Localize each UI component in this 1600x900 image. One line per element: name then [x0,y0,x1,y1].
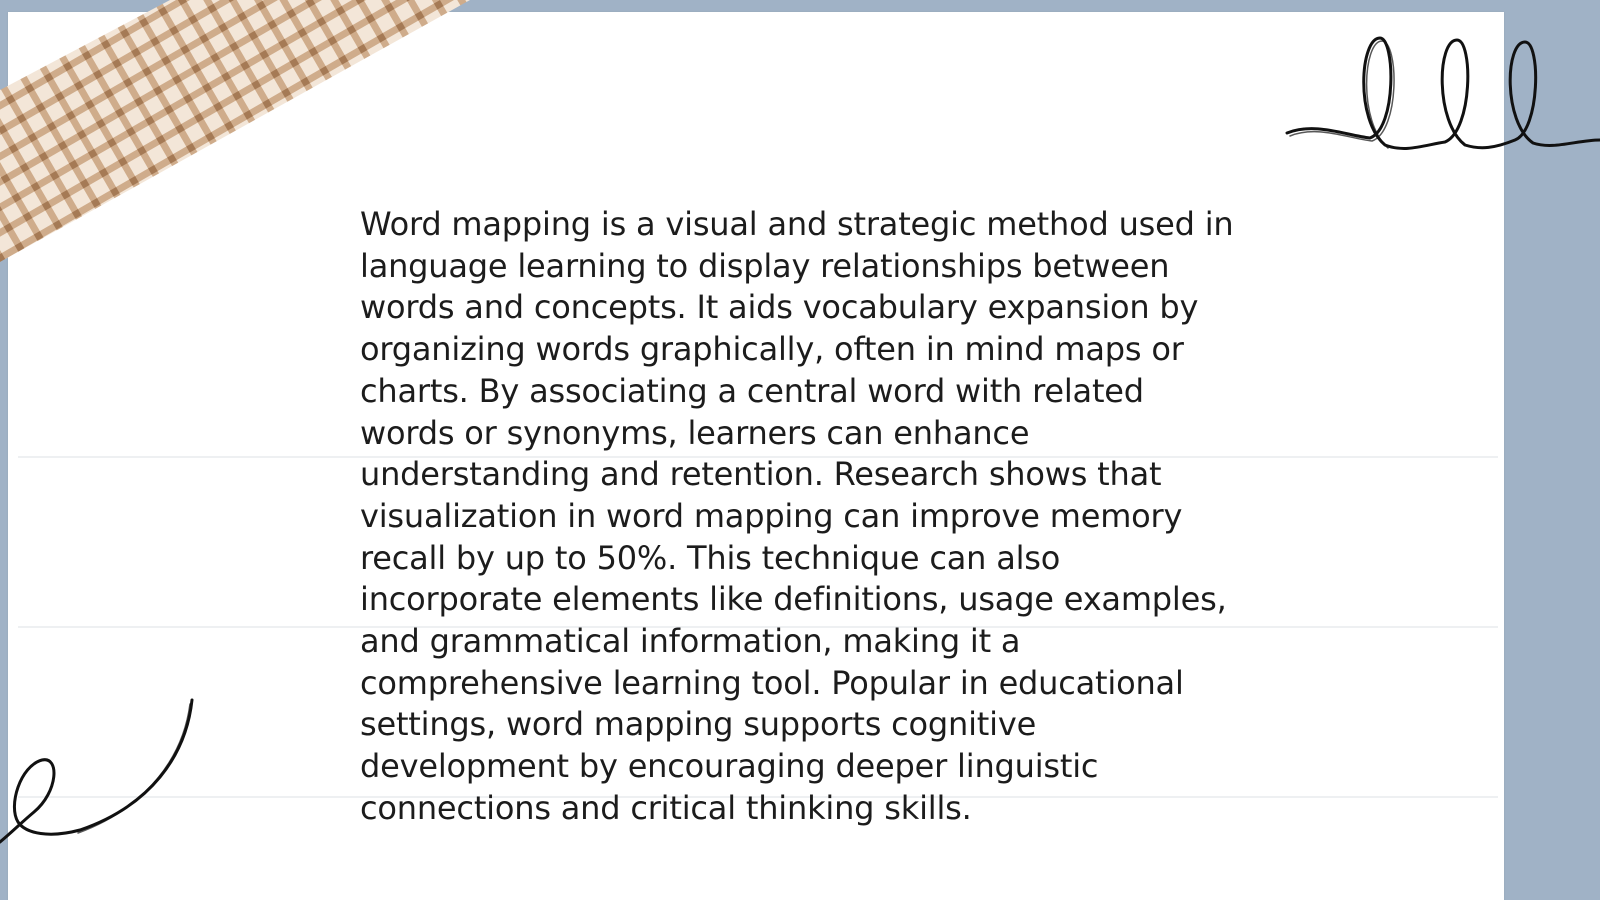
slide-body-text: Word mapping is a visual and strategic method used in language learning to display relationships between words and concepts. It aids vocabulary expansion by organizing words graphically, often in mind maps or charts. By associating a central word with related words or synonyms, learners can enhance understanding and retention. Research shows that visualization in word mapping can improve memory recall by up to 50%. This technique can also incorporate elements like definitions, usage examples, and grammatical information, making it a comprehensive learning tool. Popular in educational settings, word mapping supports cognitive development by encouraging deeper linguistic connections and critical thinking skills. [360,205,1234,827]
swash-scribble-icon [0,696,200,851]
loop-scribble-icon [1285,30,1600,165]
